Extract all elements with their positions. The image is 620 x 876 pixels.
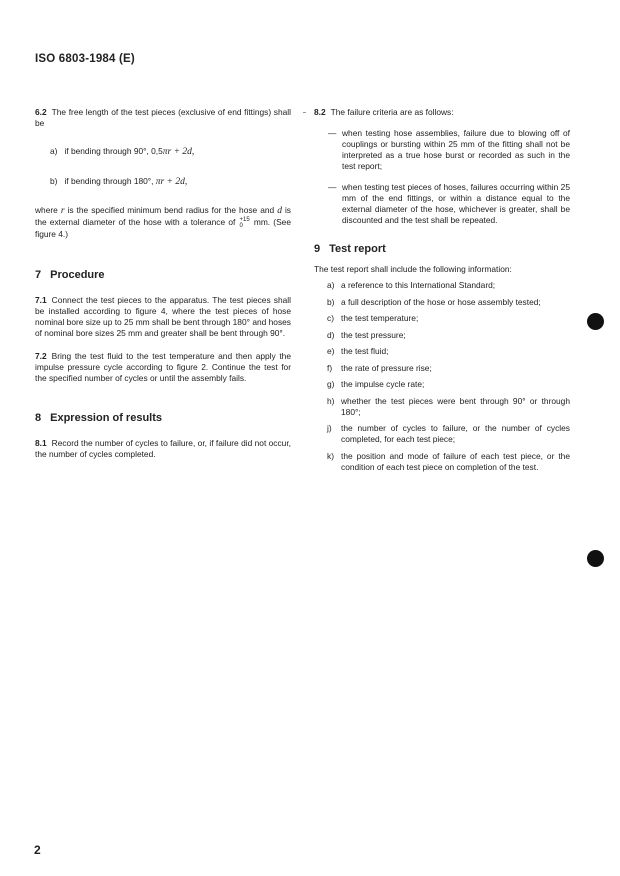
clause-7-2 — [35, 351, 291, 384]
list-item — [327, 330, 570, 341]
clause-number: 6.2 — [35, 107, 47, 117]
formula-text: if bending through 180°, — [64, 176, 154, 186]
list-item — [327, 363, 570, 374]
list-item-text: when testing hose assemblies, failure due to blowing off of couplings or bursting within 25 mm of the fitting shall not be interpreted as a true hose burst or recorded as such in the test report; — [342, 128, 570, 171]
left-column — [35, 107, 291, 460]
right-column — [314, 107, 570, 473]
var-d: d — [277, 206, 282, 216]
section-number: 7 — [35, 269, 42, 281]
clause-number: 8.1 — [35, 438, 47, 448]
formula-label: b) — [50, 176, 58, 186]
where-text: mm. (See figure 4.) — [35, 217, 291, 239]
section-9-heading — [314, 244, 570, 255]
dash-marker: — — [328, 182, 337, 192]
list-item-text: the position and mode of failure of each test piece, or the condition of each test piece on completion of the test. — [341, 450, 570, 472]
list-item-label: b) — [327, 296, 335, 307]
section-title: Procedure — [50, 269, 105, 281]
variable-definitions — [35, 205, 291, 240]
section-title: Expression of results — [50, 412, 162, 424]
list-item-text: the test temperature; — [341, 313, 419, 323]
section-title: Test report — [329, 243, 386, 255]
list-item — [314, 182, 570, 226]
list-item-label: c) — [327, 313, 334, 323]
formula-plus-2d: + 2d, — [173, 147, 195, 157]
list-item-label: g) — [327, 379, 335, 389]
clause-6-2 — [35, 107, 291, 129]
section-number: 8 — [35, 412, 42, 424]
clause-7-1 — [35, 295, 291, 339]
list-item-label: k) — [327, 450, 334, 461]
report-items-list — [327, 280, 570, 473]
clause-8-2 — [314, 107, 570, 118]
clause-number: 8.2 — [314, 107, 326, 117]
formula-pi-r: πr — [162, 147, 172, 157]
list-item — [327, 379, 570, 390]
list-item-text: the rate of pressure rise; — [341, 362, 432, 373]
failure-criteria-list — [314, 128, 570, 226]
clause-number: 7.2 — [35, 351, 47, 361]
list-item — [327, 396, 570, 418]
list-item-label: h) — [327, 395, 335, 406]
list-item-text: a reference to this International Standard; — [341, 280, 496, 290]
page-number: 2 — [34, 843, 41, 857]
list-item-text: when testing test pieces of hoses, failures occurring within 25 mm of the end fittings, or within a distance equal to the external diameter of the hose, whichever is greater, shall be discounted and the test shall be repeated. — [342, 182, 570, 225]
list-item-text: whether the test pieces were bent through 90° or through 180°; — [341, 395, 570, 417]
formula-plus-2d: + 2d, — [166, 177, 188, 187]
tolerance-upper: +15 — [239, 217, 250, 223]
section-8-heading — [35, 413, 291, 424]
formula-b — [50, 176, 291, 188]
tolerance-lower: 0 — [239, 223, 243, 229]
formula-pi-r: πr — [155, 177, 165, 187]
formula-a — [50, 146, 291, 158]
where-text: where — [35, 205, 58, 215]
list-item-text: a full description of the hose or hose assembly tested; — [341, 296, 541, 307]
list-item — [314, 128, 570, 172]
list-item-text: the test fluid; — [341, 346, 389, 356]
page-header: ISO 6803-1984 (E) — [35, 53, 135, 65]
clause-text: Connect the test pieces to the apparatus. The test pieces shall be installed according to figure 4, where the test pieces of hose nominal bore size up to 25 mm shall be bent through 180° and hoses of nominal bore sizes 25 mm and greater shall be bent through 90°. — [35, 295, 291, 338]
dash-marker: — — [328, 128, 337, 138]
where-text: is the specified minimum bend radius for the hose and — [67, 205, 275, 215]
list-item-text: the number of cycles to failure, or the number of cycles completed, for each test piece; — [341, 423, 570, 444]
clause-text: Bring the test fluid to the test temperature and then apply the impulse pressure cycle according to figure 2. Continue the test for the specified number of cycles or until the assembly fails. — [35, 351, 291, 383]
where-text: is the external diameter of the hose with a tolerance of — [35, 205, 291, 228]
list-item — [327, 280, 570, 291]
list-item-label: d) — [327, 329, 335, 340]
list-item-text: the impulse cycle rate; — [341, 379, 425, 389]
var-r: r — [60, 206, 65, 216]
list-item — [327, 313, 570, 324]
tolerance — [239, 217, 249, 229]
formula-text: if bending through 90°, 0,5 — [64, 146, 163, 156]
list-item — [327, 346, 570, 357]
formula-label: a) — [50, 146, 58, 156]
section-number: 9 — [314, 243, 321, 255]
list-item — [327, 451, 570, 473]
punch-hole-mark — [587, 550, 604, 567]
list-item — [327, 297, 570, 308]
clause-text: The failure criteria are as follows: — [330, 107, 454, 117]
clause-number: 7.1 — [35, 295, 47, 305]
list-item-text: the test pressure; — [341, 329, 406, 340]
list-item-label: e) — [327, 346, 335, 356]
section-7-heading — [35, 270, 291, 281]
punch-hole-mark — [587, 313, 604, 330]
clause-8-1 — [35, 438, 291, 460]
clause-text: Record the number of cycles to failure, or, if failure did not occur, the number of cycles completed. — [35, 438, 291, 459]
clause-text: The free length of the test pieces (exclusive of end fittings) shall be — [35, 107, 291, 128]
report-intro: The test report shall include the following information: — [314, 264, 512, 274]
list-item-label: a) — [327, 280, 335, 290]
list-item — [327, 423, 570, 445]
column-separator-mark — [303, 112, 306, 113]
list-item-label: f) — [327, 362, 333, 373]
list-item-label: j) — [327, 423, 332, 433]
